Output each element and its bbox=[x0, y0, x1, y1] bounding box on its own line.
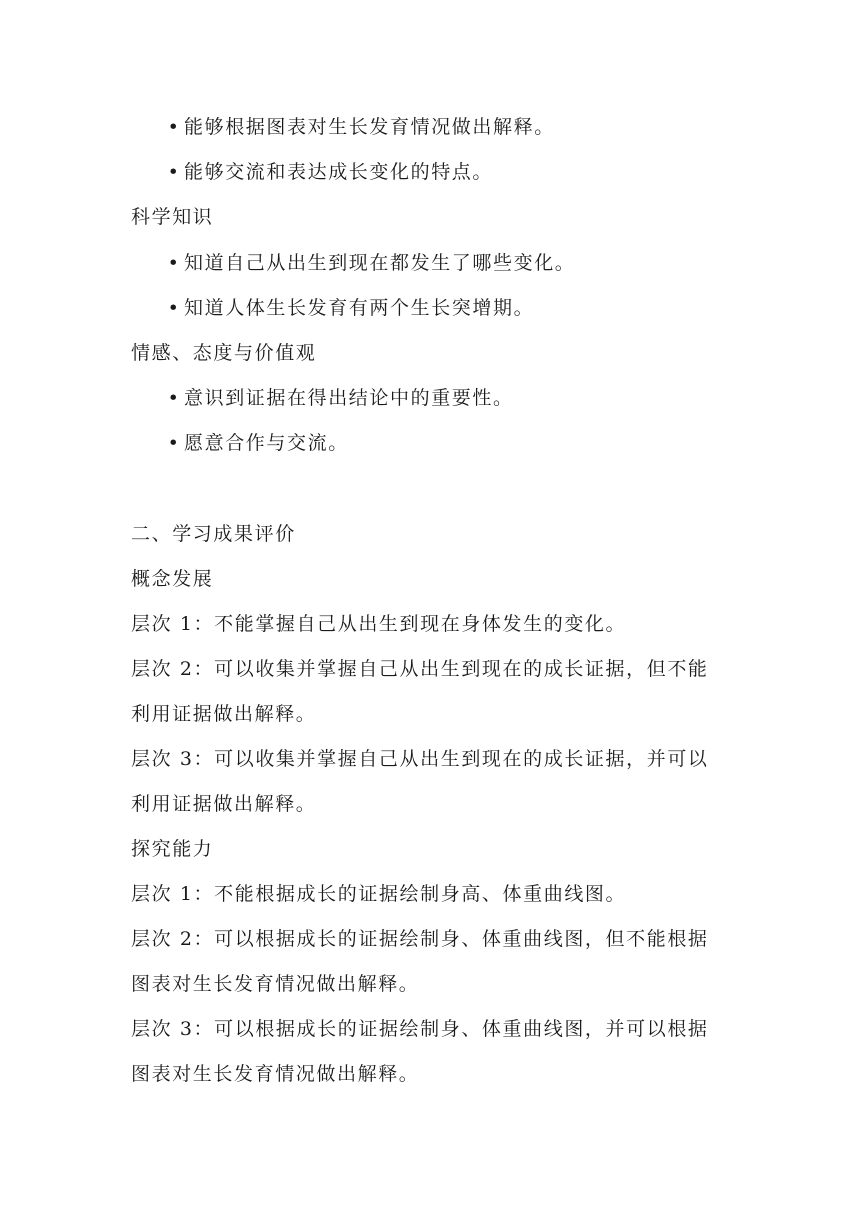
inquiry-level-3-line-2: 图表对生长发育情况做出解释。 bbox=[131, 1063, 420, 1085]
concept-level-3-line-2: 利用证据做出解释。 bbox=[131, 793, 317, 815]
list-item bbox=[167, 251, 575, 275]
inquiry-level-1: 层次 1：不能根据成长的证据绘制身高、体重曲线图。 bbox=[131, 883, 627, 905]
concept-heading: 概念发展 bbox=[131, 568, 214, 590]
concept-level-1: 层次 1：不能掌握自己从出生到现在身体发生的变化。 bbox=[131, 613, 627, 635]
list-item bbox=[167, 431, 349, 455]
knowledge-heading: 科学知识 bbox=[131, 206, 214, 228]
inquiry-level-3-line-1: 层次 3：可以根据成长的证据绘制身、体重曲线图，并可以根据 bbox=[131, 1018, 709, 1040]
list-item-text: 愿意合作与交流。 bbox=[184, 432, 349, 454]
list-item-text: 知道人体生长发育有两个生长突增期。 bbox=[184, 297, 535, 319]
list-item bbox=[167, 386, 514, 410]
concept-level-2-line-1: 层次 2：可以收集并掌握自己从出生到现在的成长证据，但不能 bbox=[131, 658, 709, 680]
list-item bbox=[167, 160, 493, 184]
list-item-text: 能够根据图表对生长发育情况做出解释。 bbox=[184, 116, 555, 138]
inquiry-heading: 探究能力 bbox=[131, 838, 214, 860]
bullet-dot-icon: • bbox=[167, 297, 181, 319]
list-item-text: 能够交流和表达成长变化的特点。 bbox=[184, 161, 494, 183]
list-item-text: 知道自己从出生到现在都发生了哪些变化。 bbox=[184, 252, 576, 274]
bullet-dot-icon: • bbox=[167, 116, 181, 138]
list-item bbox=[167, 115, 555, 139]
bullet-dot-icon: • bbox=[167, 432, 181, 454]
bullet-dot-icon: • bbox=[167, 161, 181, 183]
bullet-dot-icon: • bbox=[167, 387, 181, 409]
list-item-text: 意识到证据在得出结论中的重要性。 bbox=[184, 387, 514, 409]
concept-level-3-line-1: 层次 3：可以收集并掌握自己从出生到现在的成长证据，并可以 bbox=[131, 748, 709, 770]
attitude-heading: 情感、态度与价值观 bbox=[131, 342, 317, 364]
bullet-dot-icon: • bbox=[167, 252, 181, 274]
list-item bbox=[167, 296, 534, 320]
section-title: 二、学习成果评价 bbox=[131, 523, 296, 545]
inquiry-level-2-line-2: 图表对生长发育情况做出解释。 bbox=[131, 973, 420, 995]
inquiry-level-2-line-1: 层次 2：可以根据成长的证据绘制身、体重曲线图，但不能根据 bbox=[131, 928, 709, 950]
concept-level-2-line-2: 利用证据做出解释。 bbox=[131, 703, 317, 725]
